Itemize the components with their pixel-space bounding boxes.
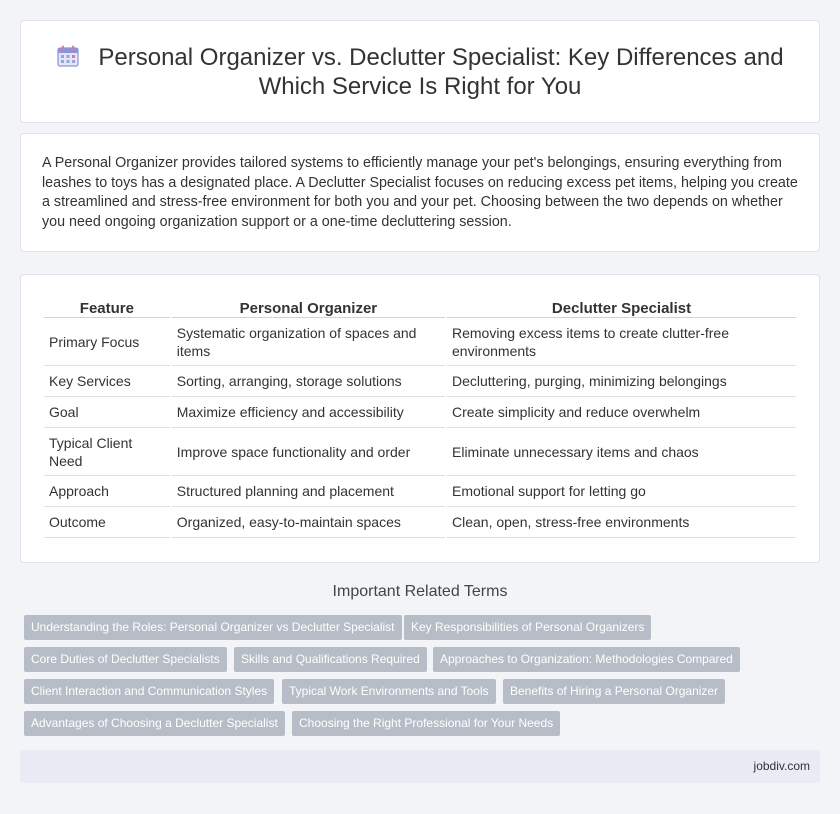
- related-tag-choosing-professional[interactable]: Choosing the Right Professional for Your Needs: [292, 711, 560, 736]
- related-tag-key-responsibilities[interactable]: Key Responsibilities of Personal Organizers: [404, 615, 651, 640]
- organizer-cell: Maximize efficiency and accessibility: [172, 397, 445, 428]
- header-card: [20, 20, 820, 123]
- table-row: [44, 318, 796, 366]
- feature-cell: Primary Focus: [44, 318, 170, 366]
- related-tag-skills-qualifications[interactable]: Skills and Qualifications Required: [234, 647, 427, 672]
- related-tag-advantages-declutter[interactable]: Advantages of Choosing a Declutter Specialist: [24, 711, 285, 736]
- organizer-cell: Sorting, arranging, storage solutions: [172, 366, 445, 397]
- header-personal-organizer: Personal Organizer: [172, 295, 445, 318]
- intro-paragraph: A Personal Organizer provides tailored systems to efficiently manage your pet's belongings, ensuring everything from leashes to toys has a designated place. A Declutter Specialist focuses on reducing excess pet items, helping you create a streamlined and stress-free environment for both you and your pet. Choosing between the two depends on whether you need ongoing organization support or a one-time decluttering session.: [42, 155, 798, 230]
- related-terms-heading: Important Related Terms: [332, 583, 508, 600]
- related-tag-work-environments[interactable]: Typical Work Environments and Tools: [282, 679, 496, 704]
- feature-cell: Typical Client Need: [44, 428, 170, 476]
- feature-cell: Outcome: [44, 507, 170, 538]
- specialist-cell: Create simplicity and reduce overwhelm: [447, 397, 796, 428]
- calendar-icon: [56, 44, 80, 68]
- feature-cell: Approach: [44, 476, 170, 507]
- table-row: [44, 507, 796, 538]
- intro-card: [20, 133, 820, 252]
- feature-cell: Key Services: [44, 366, 170, 397]
- table-row: [44, 428, 796, 476]
- related-tag-client-interaction[interactable]: Client Interaction and Communication Styles: [24, 679, 274, 704]
- title-line-2: Which Service Is Right for You: [258, 73, 582, 100]
- organizer-cell: Organized, easy-to-maintain spaces: [172, 507, 445, 538]
- title-line-1: Personal Organizer vs. Declutter Specialist: Key Differences and: [98, 44, 784, 71]
- specialist-cell: Clean, open, stress-free environments: [447, 507, 796, 538]
- footer-site-link[interactable]: jobdiv.com: [753, 759, 810, 773]
- specialist-cell: Decluttering, purging, minimizing belongings: [447, 366, 796, 397]
- feature-cell: Goal: [44, 397, 170, 428]
- page-title: [21, 43, 819, 101]
- organizer-cell: Structured planning and placement: [172, 476, 445, 507]
- specialist-cell: Removing excess items to create clutter-free environments: [447, 318, 796, 366]
- organizer-cell: Systematic organization of spaces and items: [172, 318, 445, 366]
- related-tag-benefits-organizer[interactable]: Benefits of Hiring a Personal Organizer: [503, 679, 725, 704]
- table-header-row: [44, 295, 796, 318]
- specialist-cell: Eliminate unnecessary items and chaos: [447, 428, 796, 476]
- organizer-cell: Improve space functionality and order: [172, 428, 445, 476]
- specialist-cell: Emotional support for letting go: [447, 476, 796, 507]
- comparison-card: [20, 274, 820, 563]
- header-declutter-specialist: Declutter Specialist: [447, 295, 796, 318]
- table-row: [44, 366, 796, 397]
- related-tag-approaches-organization[interactable]: Approaches to Organization: Methodologies Compared: [433, 647, 740, 672]
- comparison-table: [42, 295, 798, 538]
- related-tag-understanding-roles[interactable]: Understanding the Roles: Personal Organizer vs Declutter Specialist: [24, 615, 402, 640]
- footer: [20, 750, 820, 783]
- table-row: [44, 397, 796, 428]
- table-row: [44, 476, 796, 507]
- related-tag-core-duties[interactable]: Core Duties of Declutter Specialists: [24, 647, 227, 672]
- header-feature: Feature: [44, 295, 170, 318]
